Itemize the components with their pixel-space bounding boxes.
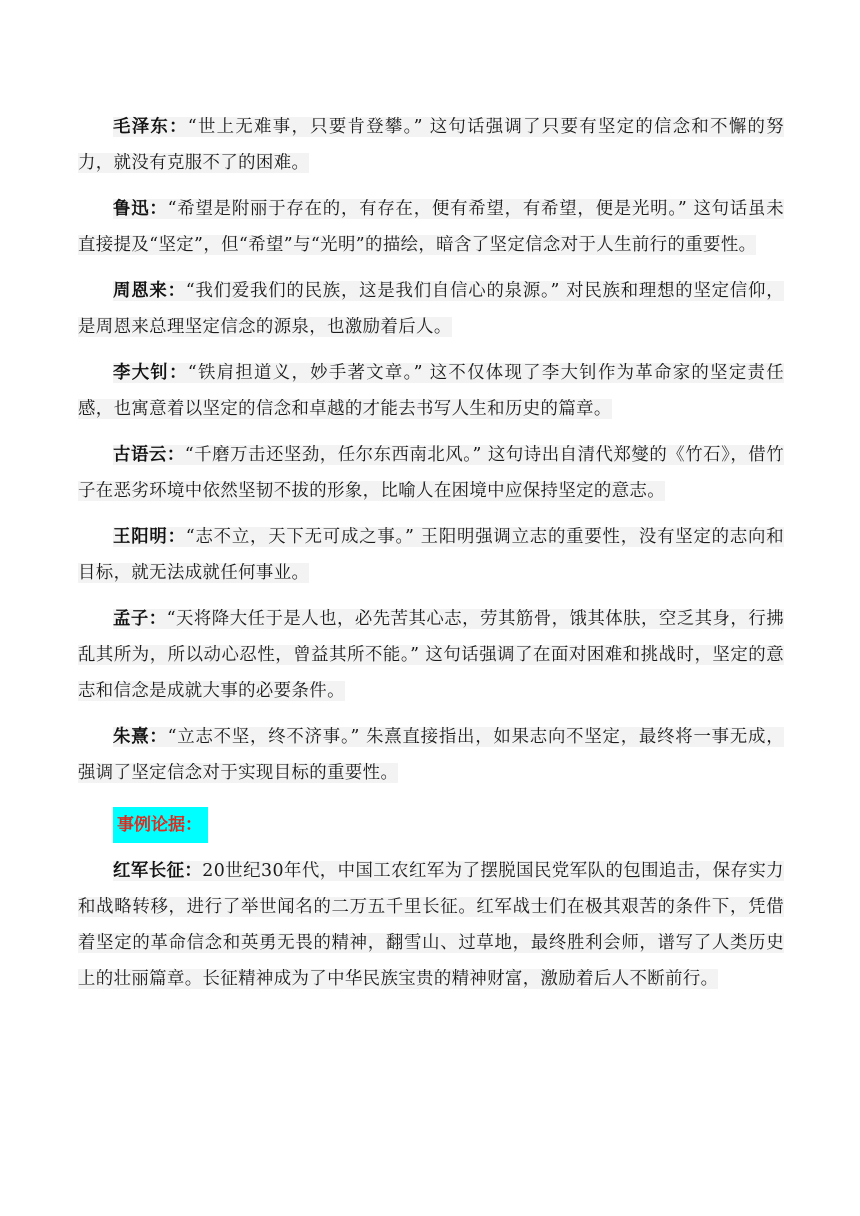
section-heading: 事例论据： bbox=[113, 807, 208, 843]
quote-paragraph-mao bbox=[78, 109, 784, 181]
quote-paragraph-zhuxi bbox=[78, 719, 784, 791]
quote-paragraph-ancient bbox=[78, 437, 784, 509]
quote-speaker: 毛泽东： bbox=[113, 117, 188, 137]
quote-speaker: 周恩来： bbox=[113, 281, 186, 301]
quote-text: “天将降大任于是人也，必先苦其心志，劳其筋骨，饿其体肤，空乏其身，行拂乱其所为，所以动心忍性，曾益其所不能。” 这句话强调了在面对困难和挑战时，坚定的意志和信念是成就大事的必要条件。 bbox=[78, 609, 784, 701]
quote-text: “我们爱我们的民族，这是我们自信心的泉源。” 对民族和理想的坚定信仰，是周恩来总理坚定信念的源泉，也激励着后人。 bbox=[78, 281, 784, 337]
example-text: 20世纪30年代，中国工农红军为了摆脱国民党军队的包围追击，保存实力和战略转移，进行了举世闻名的二万五千里长征。红军战士们在极其艰苦的条件下，凭借着坚定的革命信念和英勇无畏的精神，翻雪山、过草地，最终胜利会师，谱写了人类历史上的壮丽篇章。长征精神成为了中华民族宝贵的精神财富，激励着后人不断前行。 bbox=[78, 861, 784, 989]
quote-paragraph-mencius bbox=[78, 601, 784, 709]
quote-paragraph-wang bbox=[78, 519, 784, 591]
quote-text: “千磨万击还坚劲，任尔东西南北风。” 这句诗出自清代郑燮的《竹石》，借竹子在恶劣环境中依然坚韧不拔的形象，比喻人在困境中应保持坚定的意志。 bbox=[78, 445, 785, 501]
quote-speaker: 朱熹： bbox=[113, 727, 168, 747]
example-paragraph-long-march bbox=[78, 853, 784, 997]
quote-text: “世上无难事，只要肯登攀。” 这句话强调了只要有坚定的信念和不懈的努力，就没有克服不了的困难。 bbox=[78, 117, 784, 173]
quote-speaker: 李大钊： bbox=[113, 363, 188, 383]
quote-speaker: 鲁迅： bbox=[113, 199, 168, 219]
quote-text: “铁肩担道义，妙手著文章。” 这不仅体现了李大钊作为革命家的坚定责任感，也寓意着以坚定的信念和卓越的才能去书写人生和历史的篇章。 bbox=[78, 363, 784, 419]
quote-speaker: 孟子： bbox=[113, 609, 167, 629]
section-heading-wrap bbox=[78, 807, 784, 847]
quote-speaker: 王阳明： bbox=[113, 527, 186, 547]
quote-text: “志不立，天下无可成之事。” 王阳明强调立志的重要性，没有坚定的志向和目标，就无法成就任何事业。 bbox=[78, 527, 784, 583]
quote-text: “希望是附丽于存在的，有存在，便有希望，有希望，便是光明。” 这句话虽未直接提及“坚定”，但“希望”与“光明”的描绘，暗含了坚定信念对于人生前行的重要性。 bbox=[78, 199, 785, 255]
quote-paragraph-zhou bbox=[78, 273, 784, 345]
quote-paragraph-li bbox=[78, 355, 784, 427]
quote-speaker: 古语云： bbox=[113, 445, 185, 465]
document-page bbox=[78, 109, 784, 1007]
example-title: 红军长征： bbox=[113, 861, 203, 881]
quote-paragraph-luxun bbox=[78, 191, 784, 263]
quote-text: “立志不坚，终不济事。” 朱熹直接指出，如果志向不坚定，最终将一事无成，强调了坚定信念对于实现目标的重要性。 bbox=[78, 727, 785, 783]
